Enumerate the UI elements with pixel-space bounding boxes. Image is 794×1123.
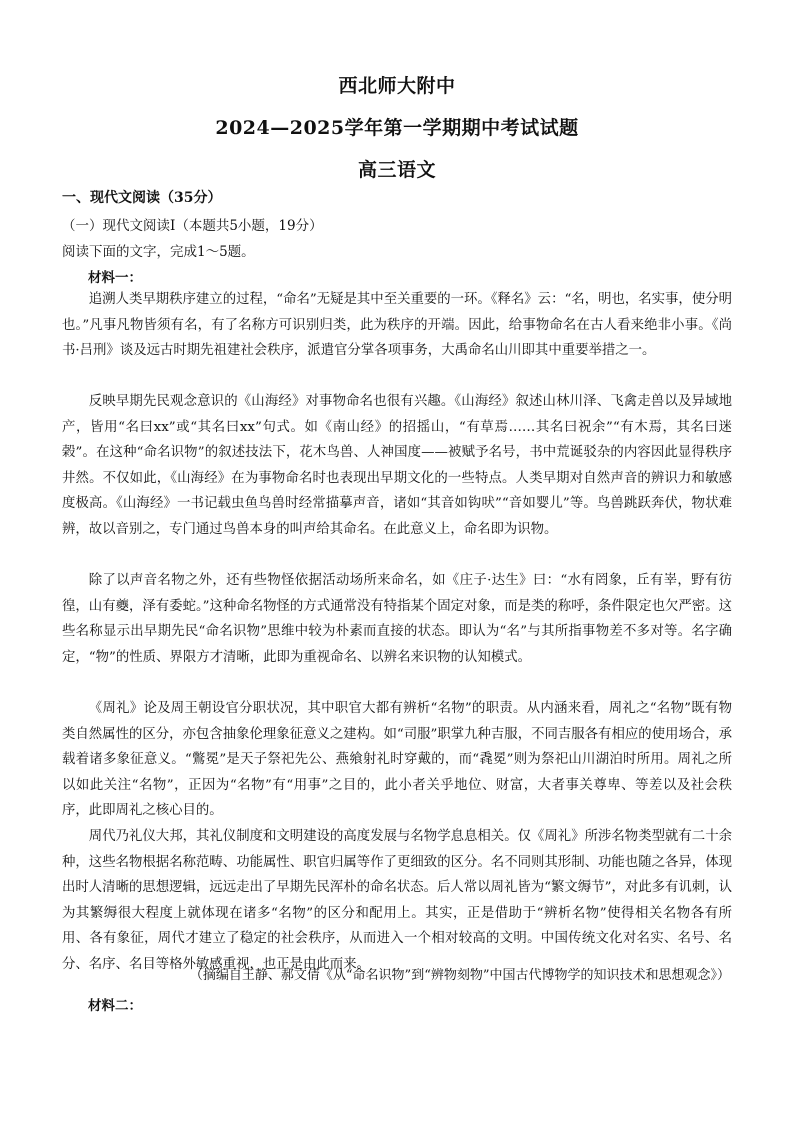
reading-instruction: 阅读下面的文字，完成1～5题。	[62, 244, 255, 260]
material2-label: 材料二：	[88, 998, 142, 1014]
material1-label: 材料一：	[88, 270, 142, 286]
material1-paragraph-5: 周代乃礼仪大邦，其礼仪制度和文明建设的高度发展与名物学息息相关。仅《周礼》所涉名物类型就有二十余种，这些名物根据名称范畴、功能属性、职官归属等作了更细致的区分。名不同则其形制、功能也随之各异，体现出时人清晰的思想逻辑，远远走出了早期先民浑朴的命名状态。后人常以周礼皆为“繁文缛节”，对此多有讥刺，认为其繁缛很大程度上就体现在诸多“名物”的区分和配用上。其实，正是借助于“辨析名物”使得相关名物各有所用、各有象征，周代才建立了稳定的社会秩序，从而进入一个相对较高的文明。中国传统文化对名实、名号、名分、名序、名目等格外敏感重视，也正是由此而来。	[62, 829, 732, 972]
material1-paragraph-4: 《周礼》论及周王朝设官分职状况，其中职官大都有辨析“名物”的职责。从内涵来看，周礼之“名物”既有物类自然属性的区分，亦包含抽象伦理象征意义之建构。如“司服”职掌九种吉服，不同吉服各有相应的使用场合，承载着诸多象征意义。“鷩冕”是天子祭祀先公、燕飨射礼时穿戴的，而“毳冕”则为祭祀山川湖泊时所用。周礼之所以如此关注“名物”，正因为“名物”有“用事”之目的，此小者关乎地位、财富，大者事关尊卑、等差以及社会秩序，此即周礼之核心目的。	[62, 701, 732, 819]
exam-title: 2024—2025学年第一学期期中考试试题	[215, 117, 579, 139]
material1-paragraph-2: 反映早期先民观念意识的《山海经》对事物命名也很有兴趣。《山海经》叙述山林川泽、飞禽走兽以及异域地产，皆用“名曰xx”或“其名曰xx”句式。如《南山经》的招摇山，“有草焉……其名曰祝余”“有木焉，其名曰迷榖”。在这种“命名识物”的叙述技法下，花木鸟兽、人神国度——被赋予名号，书中荒诞驳杂的内容因此显得秩序井然。不仅如此，《山海经》在为事物命名时也表现出早期文化的一些特点。人类早期对自然声音的辨识力和敏感度极高。《山海经》一书记载虫鱼鸟兽时经常描摹声音，诸如“其音如钩吠”“音如婴儿”等。鸟兽跳跃奔伏，物状难辨，故以音别之，专门通过鸟兽本身的叫声给其命名。在此意义上，命名即为识物。	[62, 394, 732, 537]
school-title: 西北师大附中	[338, 75, 456, 97]
section-heading: 一、现代文阅读（35分）	[62, 190, 222, 206]
material1-paragraph-1: 追溯人类早期秩序建立的过程，“命名”无疑是其中至关重要的一环。《释名》云：“名，明也，名实事，使分明也。”凡事凡物皆须有名，有了名称方可识别归类，此为秩序的开端。因此，给事物命名在古人看来绝非小事。《尚书·吕刑》谈及远古时期先祖建社会秩序，派遣官分掌各项事务，大禹命名山川即其中重要举措之一。	[62, 292, 732, 359]
section-subheading: （一）现代文阅读Ⅰ（本题共5小题，19分）	[62, 218, 323, 234]
material1-paragraph-3: 除了以声音名物之外，还有些物怪依据活动场所来命名，如《庄子·达生》曰：“水有罔象，丘有峷，野有彷徨，山有夔，泽有委蛇。”这种命名物怪的方式通常没有特指某个固定对象，而是类的称呼，条件限定也欠严密。这些名称显示出早期先民“命名识物”思维中较为朴素而直接的状态。即认为“名”与其所指事物差不多对等。名字确定，“物”的性质、界限方才清晰，此即为重视命名、以辨名来识物的认知模式。	[62, 573, 732, 665]
subject-title: 高三语文	[357, 159, 436, 181]
material1-source: （摘编自王静、郝文倩《从“命名识物”到“辨物刻物”中国古代博物学的知识技术和思想观念》）	[189, 968, 730, 983]
